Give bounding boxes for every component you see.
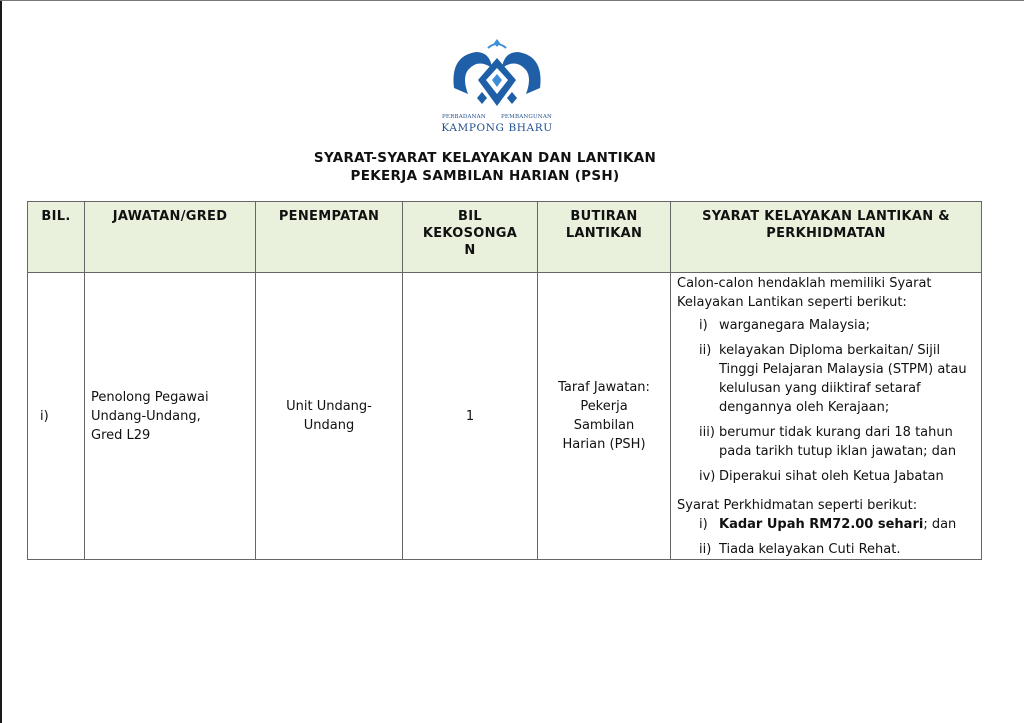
- page-edge-left: [0, 0, 2, 723]
- table-row: [28, 273, 982, 560]
- header-bil: BIL.: [28, 202, 85, 273]
- cell-bil: i): [28, 273, 85, 560]
- logo-subtitle-left: PERBADANAN: [442, 114, 486, 120]
- syarat-intro: Calon-calon hendaklah memiliki Syarat Kelayakan Lantikan seperti berikut:: [677, 276, 932, 310]
- header-penempatan: PENEMPATAN: [256, 202, 403, 273]
- logo-subtitle-right: PEMBANGUNAN: [501, 114, 552, 120]
- logo-name: KAMPONG BHARU: [441, 122, 553, 134]
- list-item: ii) kelayakan Diploma berkaitan/ Sijil Tinggi Pelajaran Malaysia (STPM) atau kelulusan yang diiktiraf setaraf dengannya oleh Kerajaan;: [699, 343, 967, 415]
- list-item: iv) Diperakui sihat oleh Ketua Jabatan: [699, 469, 944, 484]
- kampong-bharu-logo: [438, 36, 556, 140]
- cell-butiran: Taraf Jawatan: Pekerja Sambilan Harian (PSH): [538, 273, 671, 560]
- logo-subtitle: [442, 114, 552, 120]
- page-edge-top: [0, 0, 1024, 1]
- list-item: i) warganegara Malaysia;: [699, 318, 871, 333]
- logo-emblem-icon: [438, 36, 556, 116]
- list-item: iii) berumur tidak kurang dari 18 tahun pada tarikh tutup iklan jawatan; dan: [699, 425, 957, 459]
- cell-syarat: [671, 273, 982, 560]
- requirements-table: [27, 201, 982, 560]
- header-butiran: BUTIRAN LANTIKAN: [538, 202, 671, 273]
- list-item: i) Kadar Upah RM72.00 sehari; dan: [699, 517, 957, 532]
- header-jawatan: JAWATAN/GRED: [85, 202, 256, 273]
- cell-kekosongan: 1: [403, 273, 538, 560]
- service-intro: Syarat Perkhidmatan seperti berikut:: [677, 498, 918, 513]
- cell-penempatan: Unit Undang- Undang: [256, 273, 403, 560]
- header-kekosongan: BIL KEKOSONGA N: [403, 202, 538, 273]
- header-syarat: SYARAT KELAYAKAN LANTIKAN & PERKHIDMATAN: [671, 202, 982, 273]
- table-header-row: [28, 202, 982, 273]
- document-title-line1: SYARAT-SYARAT KELAYAKAN DAN LANTIKAN: [313, 150, 657, 166]
- list-item: ii) Tiada kelayakan Cuti Rehat.: [699, 542, 901, 557]
- wage-rate: Kadar Upah RM72.00 sehari: [719, 517, 924, 532]
- cell-jawatan: Penolong Pegawai Undang-Undang, Gred L29: [85, 273, 256, 560]
- document-title-line2: PEKERJA SAMBILAN HARIAN (PSH): [350, 168, 620, 184]
